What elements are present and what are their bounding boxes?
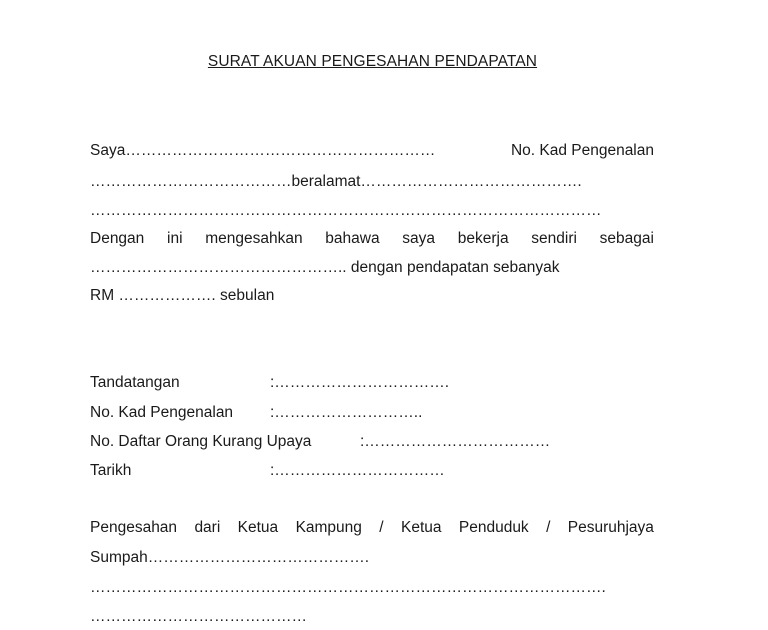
date-blank: :…………………………… [270, 462, 445, 479]
word: sebagai [599, 230, 654, 247]
ic-label: No. Kad Pengenalan [510, 142, 654, 159]
signature-blank: :……………………………. [270, 374, 450, 391]
endorsement-blank-line: ………………………………………………………………………………………. [90, 579, 606, 596]
word: / [379, 519, 384, 536]
word: / [546, 519, 551, 536]
word: bekerja [457, 230, 509, 247]
ic-number-label: No. Kad Pengenalan [90, 404, 234, 421]
word: ini [167, 230, 183, 247]
oku-registration-blank: :……………………………… [360, 433, 551, 450]
income-line: ………………………………………….. dengan pendapatan sebanyak [90, 259, 560, 276]
word: dari [194, 519, 221, 536]
endorsement-blank-line-2: …………………………………… [90, 608, 307, 625]
name-blank: Saya…………………………………………………… [90, 142, 436, 159]
word: Ketua [400, 519, 442, 536]
address-line: …………………………………beralamat……………………………………. [90, 173, 582, 190]
endorsement-line-1 [90, 518, 654, 538]
address-continuation-line: ……………………………………………………………………………………… [90, 202, 602, 219]
oku-registration-label: No. Daftar Orang Kurang Upaya [90, 433, 312, 450]
word: Pesuruhjaya [567, 519, 654, 536]
declaration-line-1 [90, 141, 654, 161]
word: Dengan [90, 230, 145, 247]
monthly-amount-line: RM ………………. sebulan [90, 287, 275, 304]
word: Pengesahan [90, 519, 178, 536]
word: Penduduk [458, 519, 529, 536]
word: saya [402, 230, 436, 247]
signature-label: Tandatangan [90, 374, 180, 391]
endorsement-sumpah-line: Sumpah……………………………………. [90, 549, 370, 566]
word: Ketua [237, 519, 279, 536]
word: Kampung [295, 519, 362, 536]
document-title: SURAT AKUAN PENGESAHAN PENDAPATAN [207, 53, 538, 70]
word: bahawa [325, 230, 380, 247]
ic-number-blank: :……………………….. [270, 404, 423, 421]
word: sendiri [531, 230, 577, 247]
declaration-statement-line [90, 229, 654, 249]
date-label: Tarikh [90, 462, 132, 479]
word: mengesahkan [205, 230, 303, 247]
